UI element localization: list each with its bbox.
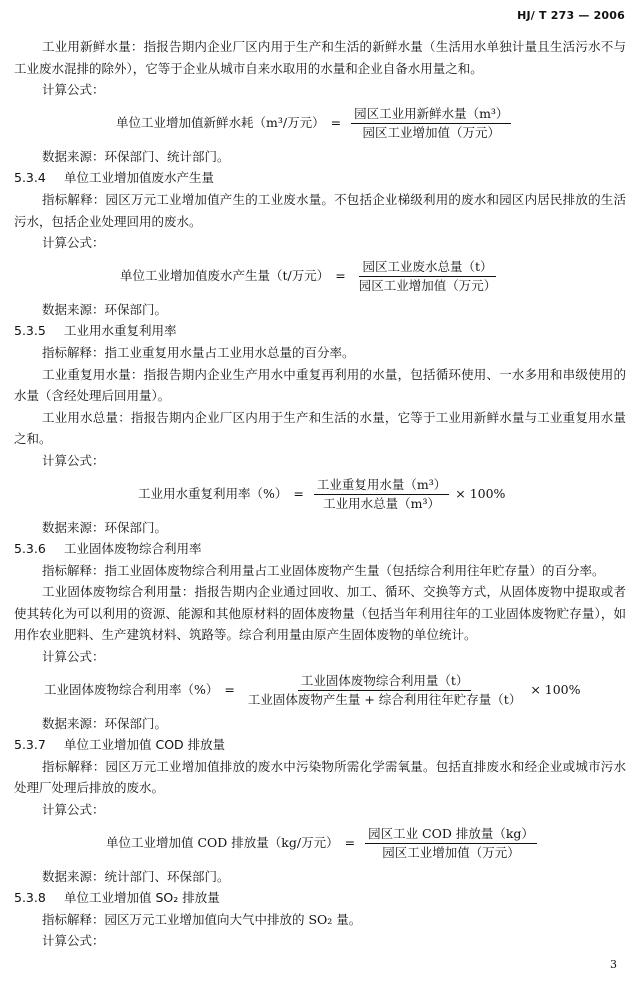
denominator: 园区工业增加值（万元） bbox=[382, 844, 520, 860]
section-title: 单位工业增加值 SO₂ 排放量 bbox=[64, 890, 220, 906]
data-source: 数据来源：环保部门、统计部门。 bbox=[42, 148, 230, 164]
section-heading bbox=[14, 734, 626, 756]
formula-left: 单位工业增加值新鲜水耗（m³/万元） bbox=[116, 115, 325, 131]
section-number: 5.3.7 bbox=[14, 737, 46, 753]
paragraph: 指标解释：指工业重复用水量占工业用水总量的百分率。 bbox=[42, 344, 355, 360]
section-number: 5.3.8 bbox=[14, 890, 46, 906]
fraction bbox=[365, 825, 537, 862]
numerator: 工业固体废物综合利用量（t） bbox=[298, 672, 472, 691]
paragraph: 工业用水总量：指报告期内企业厂区内用于生产和生活的水量，它等于工业用新鲜水量与工业重复用水量之和。 bbox=[14, 409, 626, 447]
fraction bbox=[314, 476, 449, 513]
data-source: 数据来源：环保部门。 bbox=[42, 715, 168, 731]
section-heading bbox=[14, 538, 626, 560]
paragraph: 指标解释：指工业固体废物综合利用量占工业固体废物产生量（包括综合利用往年贮存量）的百分率。 bbox=[42, 562, 605, 578]
formula-left: 单位工业增加值废水产生量（t/万元） bbox=[120, 268, 330, 284]
fraction bbox=[245, 672, 524, 709]
formula-fresh-water bbox=[14, 101, 626, 146]
formula-multiplier: × 100% bbox=[455, 486, 506, 502]
formula-equals: = bbox=[335, 268, 346, 284]
formula-equals: = bbox=[330, 115, 342, 131]
paragraph: 工业用新鲜水量：指报告期内企业厂区内用于生产和生活的新鲜水量（生活用水单独计量且生活污水不与工业废水混排的除外），它等于企业从城市自来水取用的水量和企业自备水用量之和。 bbox=[14, 39, 626, 76]
formula-label: 计算公式： bbox=[42, 452, 105, 468]
section-title: 单位工业增加值废水产生量 bbox=[64, 170, 215, 186]
formula-label: 计算公式： bbox=[42, 933, 105, 949]
paragraph: 指标解释：园区万元工业增加值排放的废水中污染物所需化学需氧量。包括直排废水和经企业或城市污水处理厂处理后排放的废水。 bbox=[14, 758, 626, 796]
formula-left: 工业用水重复利用率（%） bbox=[138, 486, 288, 502]
fraction bbox=[356, 258, 500, 295]
formula-label: 计算公式： bbox=[42, 235, 105, 251]
paragraph: 工业固体废物综合利用量：指报告期内企业通过回收、加工、循环、交换等方式，从固体废物中提取或者使其转化为可以利用的资源、能源和其他原材料的固体废物量（包括当年利用往年的工业固体废物贮存量），如用作农业肥料、生产建筑材料、筑路等。综合利用量由原产生固体废物的单位统计。 bbox=[14, 584, 626, 643]
formula-cod bbox=[14, 821, 626, 866]
paragraph: 指标解释：园区万元工业增加值向大气中排放的 SO₂ 量。 bbox=[42, 911, 362, 927]
formula-water-reuse bbox=[14, 472, 626, 517]
fraction bbox=[351, 105, 511, 142]
section-title: 工业固体废物综合利用率 bbox=[64, 541, 202, 557]
section-title: 工业用水重复利用率 bbox=[64, 323, 177, 339]
data-source: 数据来源：环保部门。 bbox=[42, 301, 168, 317]
paragraph: 工业重复用水量：指报告期内企业生产用水中重复再利用的水量，包括循环使用、一水多用和串级使用的水量（含经处理后回用量）。 bbox=[14, 366, 626, 404]
formula-multiplier: × 100% bbox=[530, 682, 581, 698]
section-heading bbox=[14, 320, 626, 342]
numerator: 园区工业用新鲜水量（m³） bbox=[351, 105, 511, 124]
denominator: 工业用水总量（m³） bbox=[323, 495, 440, 511]
formula-equals: = bbox=[293, 486, 304, 502]
data-source: 数据来源：统计部门、环保部门。 bbox=[42, 868, 230, 884]
formula-equals: = bbox=[224, 682, 235, 698]
page-number: 3 bbox=[610, 958, 617, 971]
formula-wastewater bbox=[14, 254, 626, 299]
standard-code: HJ/ T 273 — 2006 bbox=[517, 9, 625, 22]
numerator: 园区工业废水总量（t） bbox=[359, 258, 495, 277]
document-body bbox=[14, 36, 626, 952]
data-source: 数据来源：环保部门。 bbox=[42, 519, 168, 535]
formula-label: 计算公式： bbox=[42, 649, 105, 665]
formula-left: 工业固体废物综合利用率（%） bbox=[44, 682, 219, 698]
formula-solid-waste bbox=[14, 668, 626, 713]
denominator: 园区工业增加值（万元） bbox=[358, 277, 497, 293]
formula-left: 单位工业增加值 COD 排放量（kg/万元） bbox=[106, 835, 339, 851]
section-heading bbox=[14, 167, 626, 189]
numerator: 工业重复用水量（m³） bbox=[314, 476, 449, 495]
denominator: 工业固体废物产生量 + 综合利用往年贮存量（t） bbox=[247, 691, 522, 707]
section-number: 5.3.6 bbox=[14, 541, 46, 557]
paragraph: 指标解释：园区万元工业增加值产生的工业废水量。不包括企业梯级利用的废水和园区内居民排放的生活污水，包括企业处理回用的废水。 bbox=[14, 191, 626, 229]
denominator: 园区工业增加值（万元） bbox=[362, 124, 500, 140]
formula-equals: = bbox=[344, 835, 356, 851]
numerator: 园区工业 COD 排放量（kg） bbox=[365, 825, 537, 844]
formula-label: 计算公式： bbox=[42, 802, 105, 818]
section-heading bbox=[14, 887, 626, 909]
formula-label: 计算公式： bbox=[42, 82, 105, 98]
section-number: 5.3.4 bbox=[14, 170, 46, 186]
section-number: 5.3.5 bbox=[14, 323, 46, 339]
section-title: 单位工业增加值 COD 排放量 bbox=[64, 737, 226, 753]
